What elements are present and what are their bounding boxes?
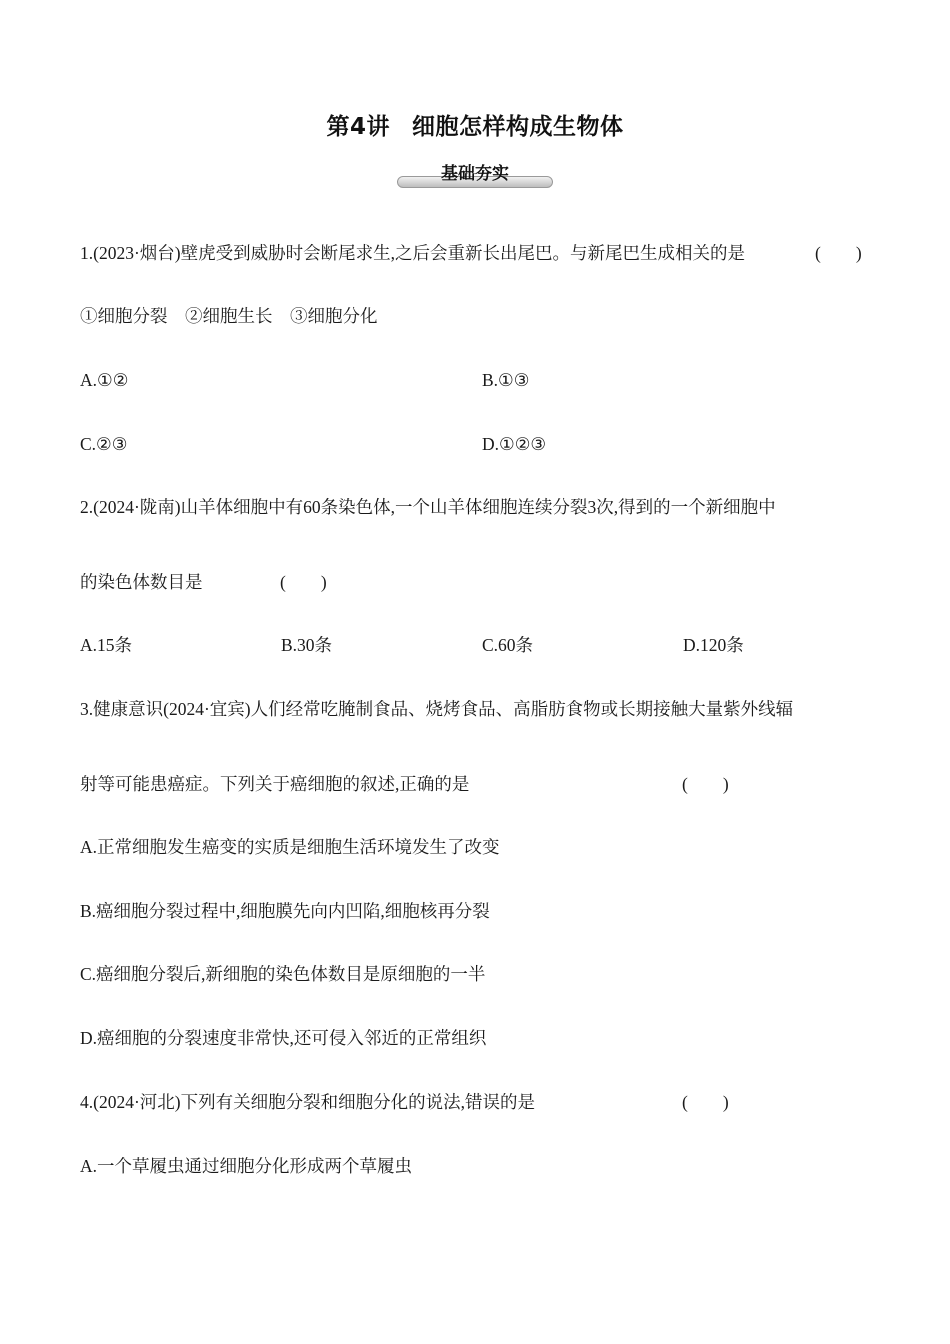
q1-stem: 1.(2023·烟台)壁虎受到威胁时会断尾求生,之后会重新长出尾巴。与新尾巴生成相关的是 xyxy=(80,243,745,263)
q3-option-b: B.癌细胞分裂过程中,细胞膜先向内凹陷,细胞核再分裂 xyxy=(80,901,490,921)
q3-stem-line1: 3.健康意识(2024·宜宾)人们经常吃腌制食品、烧烤食品、高脂肪食物或长期接触大量紫外线辐 xyxy=(80,699,794,719)
q2-option-a: A.15条 xyxy=(80,635,133,655)
q1-items: ①细胞分裂 ②细胞生长 ③细胞分化 xyxy=(80,306,378,326)
q2-option-d: D.120条 xyxy=(683,635,744,655)
q3-answer-bracket: ( ) xyxy=(682,774,729,794)
q4-stem: 4.(2024·河北)下列有关细胞分裂和细胞分化的说法,错误的是 xyxy=(80,1092,535,1112)
q1-answer-bracket: ( ) xyxy=(815,243,862,263)
lecture-number: 第4讲 xyxy=(326,114,390,140)
q2-stem-line1: 2.(2024·陇南)山羊体细胞中有60条染色体,一个山羊体细胞连续分裂3次,得到的一个新细胞中 xyxy=(80,497,776,517)
q2-option-c: C.60条 xyxy=(482,635,534,655)
section-label: 基础夯实 xyxy=(441,164,509,184)
q4-answer-bracket: ( ) xyxy=(682,1092,729,1112)
q3-option-d: D.癌细胞的分裂速度非常快,还可侵入邻近的正常组织 xyxy=(80,1028,487,1048)
section-tab xyxy=(397,162,553,186)
q2-option-b: B.30条 xyxy=(281,635,333,655)
q3-stem-line2: 射等可能患癌症。下列关于癌细胞的叙述,正确的是 xyxy=(80,774,470,794)
q1-option-c: C.②③ xyxy=(80,434,128,454)
q3-option-c: C.癌细胞分裂后,新细胞的染色体数目是原细胞的一半 xyxy=(80,964,486,984)
q1-option-a: A.①② xyxy=(80,370,129,390)
q2-answer-bracket: ( ) xyxy=(280,572,327,592)
q2-stem-line2: 的染色体数目是 xyxy=(80,572,203,592)
q1-option-d: D.①②③ xyxy=(482,434,547,454)
page-title xyxy=(0,108,950,141)
lecture-title: 细胞怎样构成生物体 xyxy=(412,114,624,140)
q4-option-a: A.一个草履虫通过细胞分化形成两个草履虫 xyxy=(80,1156,413,1176)
q1-option-b: B.①③ xyxy=(482,370,530,390)
q3-option-a: A.正常细胞发生癌变的实质是细胞生活环境发生了改变 xyxy=(80,837,500,857)
